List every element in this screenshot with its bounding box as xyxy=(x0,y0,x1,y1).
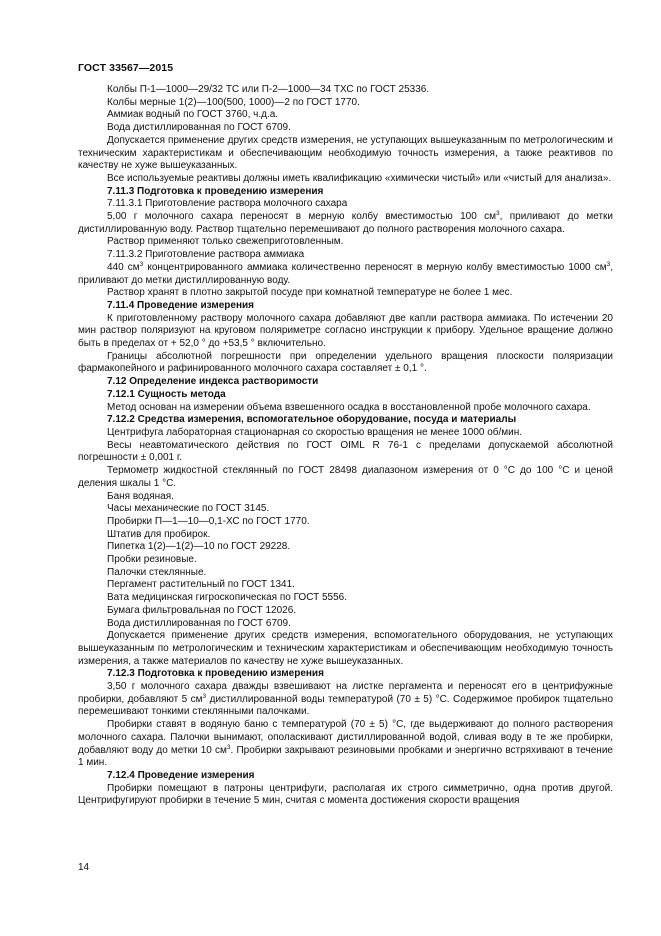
section-heading xyxy=(78,668,613,681)
paragraph xyxy=(78,681,613,719)
superscript: 3 xyxy=(139,260,144,268)
text-run: Баня водяная. xyxy=(107,490,174,502)
paragraph xyxy=(78,84,613,97)
text-run: Вата медицинская гигроскопическая по ГОСТ 5556. xyxy=(107,592,348,604)
text-run: Колбы мерные 1(2)—100(500, 1000)—2 по ГОСТ 1770. xyxy=(107,96,360,108)
paragraph xyxy=(78,503,613,516)
paragraph xyxy=(78,541,613,554)
document-body xyxy=(78,84,613,808)
text-run: 7.12 Определение индекса растворимости xyxy=(107,376,319,388)
superscript: 3 xyxy=(226,743,231,751)
text-run: Пробки резиновые. xyxy=(107,554,197,566)
paragraph xyxy=(78,249,613,262)
paragraph xyxy=(78,516,613,529)
paragraph xyxy=(78,122,613,135)
paragraph xyxy=(78,97,613,110)
paragraph xyxy=(78,605,613,618)
paragraph xyxy=(78,491,613,504)
paragraph xyxy=(78,529,613,542)
paragraph xyxy=(78,579,613,592)
paragraph xyxy=(78,262,613,287)
text-run: 7.12.3 Подготовка к проведению измерения xyxy=(107,668,324,680)
paragraph xyxy=(78,427,613,440)
text-run: Штатив для пробирок. xyxy=(107,528,211,540)
text-run: Пробирки П—1—10—0,1-ХС по ГОСТ 1770. xyxy=(107,515,310,527)
text-run: Пергамент растительный по ГОСТ 1341. xyxy=(107,579,295,591)
paragraph xyxy=(78,236,613,249)
text-run: Колбы П-1—1000—29/32 ТС или П-2—1000—34 ТХС по ГОСТ 25336. xyxy=(107,84,430,95)
text-run: Пробирки ставят в водяную баню с температурой (70 ± 5) °С, где выдерживают до полного растворения молочного сахара. Палочки вынимают, ополаскивают дистиллированной водой, сливая воду в те же пробирки, добавляют воду до метки 10 см xyxy=(78,719,613,756)
text-run: дистиллированной воды температурой (70 ± 5) °С. Содержимое пробирок тщательно перемешивают тонкими стеклянными палочками. xyxy=(78,693,614,718)
paragraph xyxy=(78,198,613,211)
paragraph xyxy=(78,173,613,186)
text-run: Вода дистиллированная по ГОСТ 6709. xyxy=(107,122,291,134)
section-heading xyxy=(78,300,613,313)
text-run: . Пробирки закрывают резиновыми пробками и энергично встряхивают в течение 1 мин. xyxy=(78,744,613,769)
text-run: , приливают до метки дистиллированную воду. xyxy=(78,261,613,286)
text-run: Термометр жидкостной стеклянный по ГОСТ 28498 диапазоном измерения от 0 °С до 100 °С и ценой деления шкалы 1 °С. xyxy=(78,465,613,489)
text-run: 5,00 г молочного сахара переносят в мерную колбу вместимостью 100 см xyxy=(107,211,496,223)
paragraph xyxy=(78,402,613,415)
text-run: Бумага фильтровальная по ГОСТ 12026. xyxy=(107,604,297,616)
paragraph xyxy=(78,135,613,173)
text-run: Пипетка 1(2)—1(2)—10 по ГОСТ 29228. xyxy=(107,541,291,553)
paragraph xyxy=(78,567,613,580)
superscript: 3 xyxy=(496,210,500,218)
text-run: Все используемые реактивы должны иметь квалификацию «химически чистый» или «чистый для анализа». xyxy=(107,172,612,184)
text-run: Раствор хранят в плотно закрытой посуде при комнатной температуре не более 1 мес. xyxy=(107,287,513,299)
paragraph xyxy=(78,211,613,236)
text-run: 7.12.4 Проведение измерения xyxy=(107,769,255,781)
text-run: Допускается применение других средств измерения, не уступающих вышеуказанным по метрологическим и техническим характеристикам и обеспечивающим необходимую точность измерения, а также реактивов по качеству не хуже вышеуказанных. xyxy=(78,134,613,172)
paragraph xyxy=(78,287,613,300)
text-run: Часы механические по ГОСТ 3145. xyxy=(107,503,270,515)
text-run: Весы неавтоматического действия по ГОСТ OIML R 76-1 с пределами допускаемой абсолютной погрешности ± 0,001 г. xyxy=(78,439,613,464)
paragraph xyxy=(78,630,613,668)
paragraph xyxy=(78,465,613,490)
paragraph xyxy=(78,618,613,631)
section-heading xyxy=(78,186,613,199)
text-run: К приготовленному раствору молочного сахара добавляют две капли раствора аммиака. По истечении 20 мин раствор поляризуют на круговом поляриметре согласно инструкции к прибору. Удельное вращение должно быть в пределах от + 52,0 ° до +53,5 ° включительно. xyxy=(78,312,613,350)
document-header: ГОСТ 33567—2015 xyxy=(78,62,174,74)
text-run: Пробирки помещают в патроны центрифуги, располагая их строго симметрично, одна против другой. Центрифугируют пробирки в течение 5 мин, считая с момента достижения скорости вращения xyxy=(78,782,613,807)
text-run: концентрированного аммиака количественно переносят в мерную колбу вместимостью 1000 см xyxy=(143,261,607,273)
text-run: Палочки стеклянные. xyxy=(107,566,207,578)
section-heading xyxy=(78,414,613,427)
text-run: Аммиак водный по ГОСТ 3760, ч.д.а. xyxy=(107,109,279,121)
text-run: Границы абсолютной погрешности при определении удельного вращения плоскости поляризации фармакопейного и рафинированного молочного сахара составляет ± 0,1 °. xyxy=(78,350,613,375)
text-run: 440 см xyxy=(107,261,140,273)
superscript: 3 xyxy=(606,260,611,268)
section-heading xyxy=(78,389,613,402)
text-run: Раствор применяют только свежеприготовленным. xyxy=(107,236,344,248)
section-heading xyxy=(78,770,613,783)
text-run: Метод основан на измерении объема взвешенного осадка в восстановленной пробе молочного сахара. xyxy=(107,401,591,413)
text-run: , приливают до метки дистиллированную воду. Раствор тщательно перемешивают до полного растворения молочного сахара. xyxy=(78,211,614,235)
text-run: 7.11.3.1 Приготовление раствора молочного сахара xyxy=(107,198,348,210)
paragraph xyxy=(78,109,613,122)
text-run: 7.12.1 Сущность метода xyxy=(107,388,226,400)
text-run: 7.11.4 Проведение измерения xyxy=(107,299,254,311)
paragraph xyxy=(78,440,613,465)
paragraph xyxy=(78,351,613,376)
superscript: 3 xyxy=(202,692,207,700)
text-run: 7.11.3 Подготовка к проведению измерения xyxy=(107,185,324,197)
text-run: 7.11.3.2 Приготовление раствора аммиака xyxy=(107,249,305,261)
text-run: 3,50 г молочного сахара дважды взвешивают на листке пергамента и переносят его в центрифужные пробирки, добавляют 5 см xyxy=(78,681,613,705)
text-run: Допускается применение других средств измерения, вспомогательного оборудования, не уступающих вышеуказанным по метрологическим и техническим характеристикам и обеспечивающим необходимую точность измерения, а также материалов по качеству не хуже вышеуказанных. xyxy=(78,630,613,667)
text-run: Вода дистиллированная по ГОСТ 6709. xyxy=(107,617,291,629)
text-run: 7.12.2 Средства измерения, вспомогательное оборудование, посуда и материалы xyxy=(107,414,517,426)
section-heading xyxy=(78,376,613,389)
paragraph xyxy=(78,592,613,605)
paragraph xyxy=(78,313,613,351)
page-number: 14 xyxy=(78,862,90,873)
paragraph xyxy=(78,783,613,808)
paragraph xyxy=(78,554,613,567)
paragraph xyxy=(78,719,613,770)
text-run: Центрифуга лабораторная стационарная со скоростью вращения не менее 1000 об/мин. xyxy=(107,426,523,438)
